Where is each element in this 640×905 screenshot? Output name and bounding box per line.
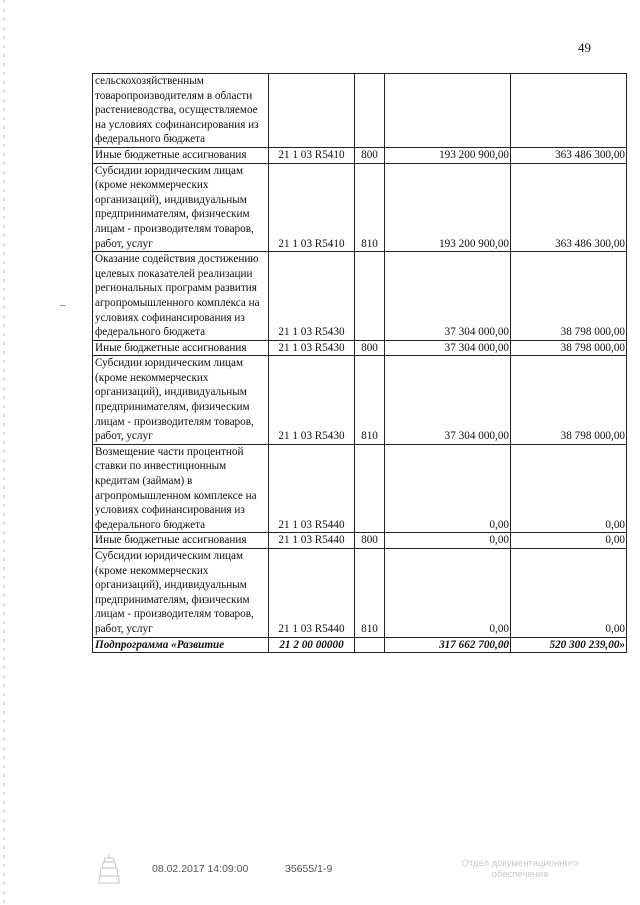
row-sum-2018: 38 798 000,00 [511, 340, 627, 356]
table-row [93, 340, 627, 356]
row-sum-2017: 37 304 000,00 [385, 252, 511, 341]
table-row [93, 74, 627, 148]
document-stamp-icon [96, 852, 122, 886]
row-sum-2018: 363 486 300,00 [511, 147, 627, 163]
page-number: 49 [578, 40, 591, 55]
row-sum-2018: 0,00 [511, 533, 627, 549]
row-type: 800 [355, 533, 385, 549]
row-name: Иные бюджетные ассигнования [93, 147, 269, 163]
row-type: 810 [355, 356, 385, 445]
row-code: 21 1 03 R5410 [269, 147, 355, 163]
row-name: Оказание содействия достижению целевых показателей реализации региональных программ развития агропромышленного комплекса на условиях софинансирования из федерального бюджета [93, 252, 269, 341]
row-sum-2018: 520 300 239,00» [511, 637, 627, 653]
row-sum-2017 [385, 74, 511, 148]
faded-stamp: Отдел документационного обеспечения [461, 858, 579, 880]
row-name: Возмещение части процентной ставки по инвестиционным кредитам (займам) в агропромышленном комплексе на условиях софинансирования из федерального бюджета [93, 444, 269, 533]
subprogram-row [93, 637, 627, 653]
row-name: Субсидии юридическим лицам (кроме некоммерческих организаций), индивидуальным предпринимателям, физическим лицам - производителям товаров, работ, услуг [93, 356, 269, 445]
row-code: 21 1 03 R5410 [269, 163, 355, 252]
margin-tick [60, 305, 66, 306]
row-name: Субсидии юридическим лицам (кроме некоммерческих организаций), индивидуальным предпринимателям, физическим лицам - производителям товаров, работ, услуг [93, 163, 269, 252]
row-sum-2017: 0,00 [385, 444, 511, 533]
row-name: Субсидии юридическим лицам (кроме некоммерческих организаций), индивидуальным предпринимателям, физическим лицам - производителям товаров, работ, услуг [93, 549, 269, 638]
row-type [355, 252, 385, 341]
row-sum-2017: 37 304 000,00 [385, 340, 511, 356]
table-row [93, 533, 627, 549]
row-sum-2018: 38 798 000,00 [511, 356, 627, 445]
row-code: 21 1 03 R5440 [269, 444, 355, 533]
row-sum-2017: 0,00 [385, 533, 511, 549]
row-code: 21 2 00 00000 [269, 637, 355, 653]
row-sum-2017: 0,00 [385, 549, 511, 638]
row-name: Иные бюджетные ассигнования [93, 340, 269, 356]
table-row [93, 356, 627, 445]
row-sum-2017: 317 662 700,00 [385, 637, 511, 653]
budget-table [92, 73, 627, 653]
footer-doc-number: 35655/1-9 [285, 863, 333, 875]
row-name: Подпрограмма «Развитие [93, 637, 269, 653]
row-code: 21 1 03 R5430 [269, 356, 355, 445]
table-row [93, 252, 627, 341]
binding-edge-mark [3, 0, 5, 905]
table-row [93, 549, 627, 638]
row-code [269, 74, 355, 148]
row-sum-2018: 38 798 000,00 [511, 252, 627, 341]
row-sum-2018: 0,00 [511, 444, 627, 533]
row-name: сельскохозяйственным товаропроизводителям в области растениеводства, осуществляемое на условиях софинансирования из федерального бюджета [93, 74, 269, 148]
row-type: 810 [355, 549, 385, 638]
table-row [93, 163, 627, 252]
table-row [93, 147, 627, 163]
row-sum-2018 [511, 74, 627, 148]
row-sum-2018: 363 486 300,00 [511, 163, 627, 252]
row-type [355, 74, 385, 148]
row-code: 21 1 03 R5430 [269, 252, 355, 341]
row-code: 21 1 03 R5440 [269, 533, 355, 549]
row-type [355, 637, 385, 653]
row-sum-2017: 193 200 900,00 [385, 163, 511, 252]
row-sum-2017: 37 304 000,00 [385, 356, 511, 445]
row-type [355, 444, 385, 533]
row-name: Иные бюджетные ассигнования [93, 533, 269, 549]
row-code: 21 1 03 R5440 [269, 549, 355, 638]
table-row [93, 444, 627, 533]
row-code: 21 1 03 R5430 [269, 340, 355, 356]
row-type: 810 [355, 163, 385, 252]
row-sum-2018: 0,00 [511, 549, 627, 638]
row-type: 800 [355, 340, 385, 356]
footer-date: 08.02.2017 14:09:00 [152, 863, 249, 875]
row-type: 800 [355, 147, 385, 163]
row-sum-2017: 193 200 900,00 [385, 147, 511, 163]
